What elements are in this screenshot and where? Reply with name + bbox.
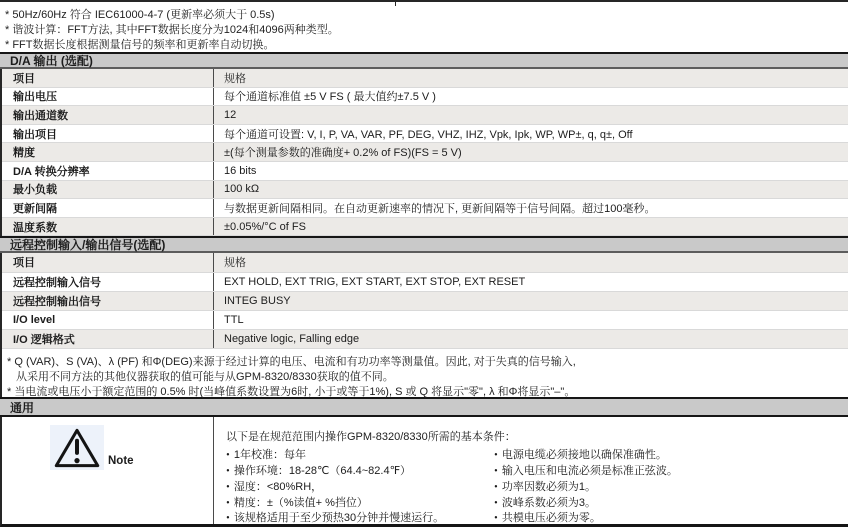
general-conditions-cell xyxy=(213,417,848,524)
table-row xyxy=(2,311,848,330)
row-label: 输出通道数 xyxy=(13,109,68,122)
top-notes xyxy=(0,2,848,52)
footnote: * 当电流或电压小于额定范围的 0.5% 时(当峰值系数设置为6时, 小于或等于1%), S 或 Q 将显示"零", λ 和Φ将显示"–"。 xyxy=(7,386,576,399)
table-row xyxy=(2,88,848,107)
footnote: 从采用不同方法的其他仪器获取的值可能与从GPM-8320/8330获取的值不同。 xyxy=(16,371,394,384)
condition-item xyxy=(494,480,678,496)
row-value: 与数据更新间隔相同。在自动更新速率的情况下, 更新间隔等于信号间隔。超过100毫秒。 xyxy=(213,199,848,217)
table-row xyxy=(2,330,848,349)
condition-item xyxy=(494,496,678,512)
row-label: 远程控制输入信号 xyxy=(13,276,101,289)
row-label: 温度系数 xyxy=(13,221,57,234)
condition-item xyxy=(494,464,678,480)
condition-item xyxy=(226,496,494,512)
row-value: 规格 xyxy=(213,253,848,271)
general-note-row xyxy=(0,417,848,527)
table-row xyxy=(2,181,848,200)
condition-text: 1年校准：每年 xyxy=(233,449,306,462)
condition-text: 电源电缆必须接地以确保准确性。 xyxy=(501,449,667,462)
condition-text: 湿度：<80%RH， xyxy=(233,480,323,493)
row-label: D/A 转换分辨率 xyxy=(13,165,90,178)
row-label: I/O level xyxy=(13,314,56,326)
footnote: * Q (VAR)、S (VA)、λ (PF) 和Φ(DEG)来源于经过计算的电压、电流和有功功率等测量值。因此, 对于失真的信号输入, xyxy=(7,356,576,369)
section-title: 远程控制输入/输出信号(选配) xyxy=(10,238,166,253)
condition-text: 共模电压必须为零。 xyxy=(501,512,601,525)
row-label: 远程控制输出信号 xyxy=(13,295,101,308)
condition-text: 该规格适用于至少预热30分钟并慢速运行。 xyxy=(233,512,445,525)
row-value: ±(每个测量参数的准确度+ 0.2% of FS)(FS = 5 V) xyxy=(213,143,848,161)
row-label: I/O 逻辑格式 xyxy=(13,334,75,347)
condition-text: 波峰系数必须为3。 xyxy=(501,496,596,509)
top-note: * 谐波计算：FFT方法, 其中FFT数据长度分为1024和4096两种类型。 xyxy=(5,23,339,36)
conditions-intro: 以下是在规范范围内操作GPM-8320/8330所需的基本条件： xyxy=(226,431,516,444)
table-row xyxy=(2,69,848,88)
condition-text: 操作环境：18-28℃（64.4~82.4℉） xyxy=(233,465,412,478)
row-label: 最小负载 xyxy=(13,184,57,197)
table-row xyxy=(2,143,848,162)
top-note: * 50Hz/60Hz 符合 IEC61000-4-7 (更新率必须大于 0.5s) xyxy=(5,9,275,21)
warning-triangle-icon xyxy=(50,425,104,470)
bullet-icon: • xyxy=(226,450,230,461)
section-title: D/A 输出 (选配) xyxy=(10,54,93,68)
condition-item xyxy=(226,448,494,464)
row-label: 输出项目 xyxy=(13,128,57,141)
conditions-left-column xyxy=(226,448,494,527)
row-label: 精度 xyxy=(13,147,35,160)
section-header-general xyxy=(0,397,848,417)
bullet-icon: • xyxy=(226,513,230,524)
table-row xyxy=(2,218,848,237)
row-value: 12 xyxy=(213,106,848,124)
condition-text: 精度：±（%读值+ %挡位） xyxy=(233,496,368,509)
bullet-icon: • xyxy=(494,450,498,461)
row-value: 每个通道可设置: V, I, P, VA, VAR, PF, DEG, VHZ, IHZ, Vpk, Ipk, WP, WP±, q, q±, Off xyxy=(213,125,848,143)
table-row xyxy=(2,253,848,272)
bullet-icon: • xyxy=(494,498,498,508)
row-value: ±0.05%/°C of FS xyxy=(213,218,848,236)
condition-text: 输入电压和电流必须是标准正弦波。 xyxy=(501,465,678,478)
note-icon-wrap xyxy=(50,425,134,470)
section-title: 通用 xyxy=(10,400,35,415)
table-footnotes xyxy=(0,349,848,397)
bullet-icon: • xyxy=(226,482,230,492)
condition-item xyxy=(494,448,678,464)
section-header-da-output xyxy=(0,52,848,69)
row-label: 更新间隔 xyxy=(13,202,57,215)
condition-text: 功率因数必须为1。 xyxy=(501,480,596,493)
row-value: 规格 xyxy=(213,69,848,87)
row-value: Negative logic, Falling edge xyxy=(213,330,848,348)
conditions-right-column xyxy=(494,448,678,527)
row-label: 项目 xyxy=(13,257,35,270)
table-row xyxy=(2,125,848,144)
table-row xyxy=(2,292,848,311)
bullet-icon: • xyxy=(494,466,498,477)
note-icon-cell xyxy=(2,417,213,524)
row-value: 每个通道标准值 ±5 V FS ( 最大值约±7.5 V ) xyxy=(213,88,848,106)
bullet-icon: • xyxy=(494,513,498,524)
row-label: 输出电压 xyxy=(13,91,57,104)
row-value: 100 kΩ xyxy=(213,181,848,199)
table-row xyxy=(2,106,848,125)
table-row xyxy=(2,273,848,292)
condition-item xyxy=(226,464,494,480)
row-label: 项目 xyxy=(13,72,35,85)
spec-table-remote-control xyxy=(0,253,848,349)
table-row xyxy=(2,162,848,181)
condition-item xyxy=(494,511,678,527)
condition-item xyxy=(226,511,494,527)
bullet-icon: • xyxy=(494,482,498,492)
note-label: Note xyxy=(108,455,134,468)
bullet-icon: • xyxy=(226,466,230,477)
row-value: 16 bits xyxy=(213,162,848,180)
top-note: * FFT数据长度根据测量信号的频率和更新率自动切换。 xyxy=(5,38,275,51)
row-value: INTEG BUSY xyxy=(213,292,848,310)
row-value: TTL xyxy=(213,311,848,329)
bullet-icon: • xyxy=(226,498,230,508)
conditions-columns xyxy=(226,448,848,527)
condition-item xyxy=(226,480,494,496)
table-row xyxy=(2,199,848,218)
section-header-remote-control xyxy=(0,236,848,253)
top-border-tick xyxy=(395,2,396,6)
row-value: EXT HOLD, EXT TRIG, EXT START, EXT STOP, EXT RESET xyxy=(213,273,848,291)
spec-table-da-output xyxy=(0,69,848,236)
